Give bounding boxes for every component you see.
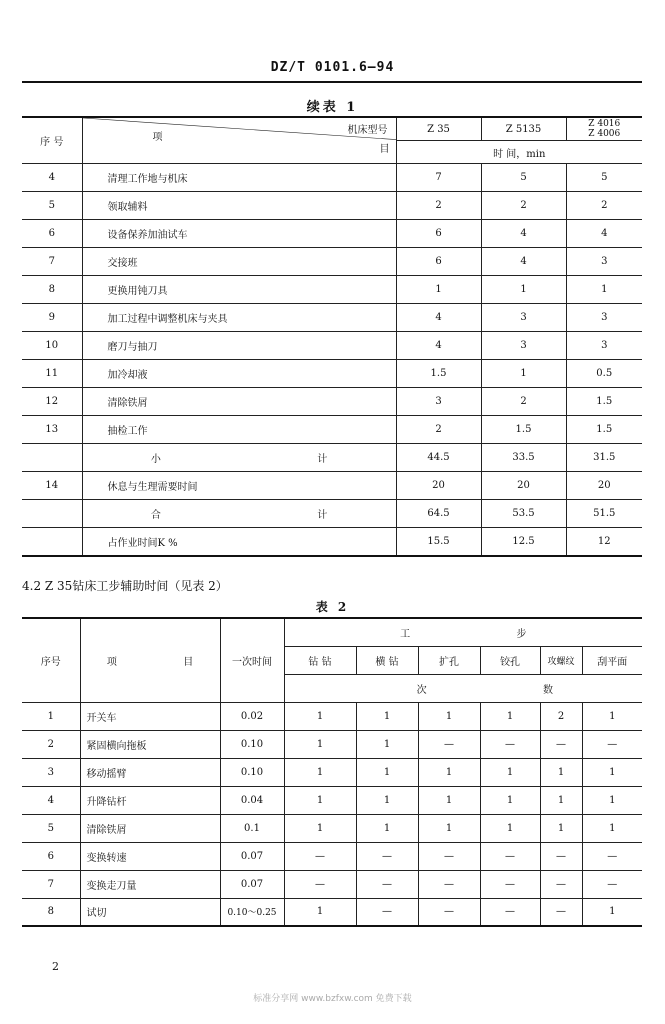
row-value: 1	[284, 814, 356, 842]
row-once-time: 0.07	[220, 870, 284, 898]
row-value: 1	[418, 786, 480, 814]
row-value: 4	[396, 332, 481, 360]
row-value: —	[418, 730, 480, 758]
row-seq: 6	[22, 842, 80, 870]
table-row	[22, 702, 642, 730]
row-value: 1	[566, 276, 642, 304]
row-once-time: 0.07	[220, 842, 284, 870]
row-seq: 12	[22, 388, 82, 416]
row-once-time: 0.10	[220, 758, 284, 786]
watermark: 标准分享网 www.bzfxw.com 免费下载	[253, 994, 412, 1004]
row-seq: 8	[22, 276, 82, 304]
row-item: 升降钻杆	[80, 786, 220, 814]
row-value: 53.5	[481, 500, 566, 528]
row-value: 20	[481, 472, 566, 500]
row-value: 6	[396, 220, 481, 248]
row-value: 31.5	[566, 444, 642, 472]
row-item: 更换用钝刀具	[82, 276, 396, 304]
row-value: —	[582, 870, 642, 898]
table-row	[22, 276, 642, 304]
table1-model-z5135: Z 5135	[481, 117, 566, 141]
row-value: 1	[582, 898, 642, 926]
row-once-time: 0.04	[220, 786, 284, 814]
row-seq: 6	[22, 220, 82, 248]
row-value: —	[540, 898, 582, 926]
total-label-left: 合	[150, 510, 161, 521]
row-value: 1	[418, 814, 480, 842]
row-item: 清除铁屑	[80, 814, 220, 842]
row-value: 1	[582, 702, 642, 730]
row-value: 1	[480, 814, 540, 842]
row-item: 变换走刀量	[80, 870, 220, 898]
table1-title: 续表 1	[306, 100, 359, 115]
row-value: 51.5	[566, 500, 642, 528]
row-seq: 1	[22, 702, 80, 730]
row-item: 交接班	[82, 248, 396, 276]
table1-col-item-right: 目	[379, 144, 390, 155]
row-value: —	[540, 730, 582, 758]
row-seq: 7	[22, 870, 80, 898]
table-row	[22, 870, 642, 898]
row-seq: 4	[22, 164, 82, 192]
row-value: —	[418, 842, 480, 870]
table1-ratio-row	[22, 528, 642, 556]
table-row	[22, 814, 642, 842]
table-row	[22, 730, 642, 758]
row-item: 变换转速	[80, 842, 220, 870]
table2-col-item	[80, 618, 220, 702]
row-item: 加冷却液	[82, 360, 396, 388]
table1	[22, 116, 642, 557]
row-value: 5	[481, 164, 566, 192]
row-value: 1	[582, 814, 642, 842]
table2-header-row	[22, 618, 642, 646]
row-value: 1	[418, 758, 480, 786]
row-value: 3	[566, 304, 642, 332]
table2-title: 表 2	[315, 600, 350, 614]
table1-col-item	[82, 117, 396, 164]
row-value: 1	[356, 702, 418, 730]
row-value: 12	[566, 528, 642, 556]
step-header: 刮平面	[582, 646, 642, 674]
row-once-time: 0.02	[220, 702, 284, 730]
row-value: —	[582, 842, 642, 870]
row-value: —	[480, 898, 540, 926]
table1-model-z35: Z 35	[396, 117, 481, 141]
table-row	[22, 164, 642, 192]
row-value: —	[418, 898, 480, 926]
table2-group-header	[284, 618, 642, 646]
table1-model-z4016-b: Z 4006	[588, 129, 621, 139]
table1-col-seq: 序 号	[22, 117, 82, 164]
row-value: 2	[396, 192, 481, 220]
row-once-time: 0.10	[220, 730, 284, 758]
row-value: 1	[481, 276, 566, 304]
row-item: 领取辅料	[82, 192, 396, 220]
table-row	[22, 332, 642, 360]
page-number: 2	[52, 960, 59, 973]
row-value: 1	[582, 786, 642, 814]
row-value: 6	[396, 248, 481, 276]
row-value: 1	[540, 786, 582, 814]
step-header: 攻螺纹	[540, 646, 582, 674]
row-value: 3	[396, 388, 481, 416]
row-value: —	[356, 870, 418, 898]
table1-header-row	[22, 117, 642, 141]
row-item: 磨刀与抽刀	[82, 332, 396, 360]
table-row	[22, 898, 642, 926]
row-value: 20	[396, 472, 481, 500]
row-seq: 14	[22, 472, 82, 500]
group-left: 工	[400, 628, 411, 640]
row-value: 4	[566, 220, 642, 248]
table1-col-item-left: 项	[152, 132, 163, 143]
row-seq: 7	[22, 248, 82, 276]
row-value: 4	[481, 220, 566, 248]
row-value: 1	[356, 814, 418, 842]
row-value: 3	[481, 304, 566, 332]
table-row	[22, 416, 642, 444]
row-value: —	[356, 842, 418, 870]
standard-code: DZ/T 0101.6—94	[270, 60, 395, 75]
table-row	[22, 842, 642, 870]
count-right: 数	[543, 684, 554, 696]
row-item: 设备保养加油试车	[82, 220, 396, 248]
subtotal-label	[82, 444, 396, 472]
row-value: 15.5	[396, 528, 481, 556]
table1-model-z4016	[566, 117, 642, 141]
table-row	[22, 192, 642, 220]
row-value: 1.5	[566, 416, 642, 444]
row-value: —	[582, 730, 642, 758]
row-value: —	[540, 870, 582, 898]
subtotal-label-right: 计	[317, 454, 328, 465]
table-row	[22, 472, 642, 500]
table-row	[22, 360, 642, 388]
row-value: 2	[481, 388, 566, 416]
row-item: 休息与生理需要时间	[82, 472, 396, 500]
row-value: 2	[540, 702, 582, 730]
row-value: —	[540, 842, 582, 870]
subtotal-label-left: 小	[150, 454, 161, 465]
count-header	[284, 674, 642, 702]
row-value: 2	[566, 192, 642, 220]
row-value: 4	[396, 304, 481, 332]
row-item: 清理工作地与机床	[82, 164, 396, 192]
table-row	[22, 220, 642, 248]
step-header: 钻 钻	[284, 646, 356, 674]
row-value: 1	[480, 786, 540, 814]
row-value: 1	[356, 758, 418, 786]
table-row	[22, 786, 642, 814]
row-seq: 11	[22, 360, 82, 388]
row-item: 加工过程中调整机床与夹具	[82, 304, 396, 332]
table-row	[22, 248, 642, 276]
row-value: 1.5	[396, 360, 481, 388]
row-value: —	[480, 870, 540, 898]
row-value: 33.5	[481, 444, 566, 472]
row-value: 1	[356, 786, 418, 814]
row-value: —	[418, 870, 480, 898]
row-item: 占作业时间K %	[82, 528, 396, 556]
table2-col-seq: 序号	[22, 618, 80, 702]
table2-col-item-right: 目	[183, 656, 194, 668]
row-seq: 10	[22, 332, 82, 360]
step-header: 铰孔	[480, 646, 540, 674]
row-value: 1	[284, 898, 356, 926]
row-value: 64.5	[396, 500, 481, 528]
group-right: 步	[516, 628, 527, 640]
total-label	[82, 500, 396, 528]
row-seq-empty	[22, 444, 82, 472]
row-once-time: 0.1	[220, 814, 284, 842]
row-value: 2	[481, 192, 566, 220]
row-value: 7	[396, 164, 481, 192]
row-once-time: 0.10～0.25	[220, 898, 284, 926]
row-item: 开关车	[80, 702, 220, 730]
row-seq: 5	[22, 814, 80, 842]
row-value: 1	[396, 276, 481, 304]
table1-total-row	[22, 500, 642, 528]
table2-col-item-left: 项	[106, 656, 117, 668]
row-value: —	[284, 870, 356, 898]
row-value: 1.5	[481, 416, 566, 444]
row-value: —	[356, 898, 418, 926]
row-value: 3	[566, 248, 642, 276]
row-value: 1	[582, 758, 642, 786]
row-value: 1	[418, 702, 480, 730]
table-row	[22, 304, 642, 332]
row-seq-empty	[22, 500, 82, 528]
table1-subtotal-row	[22, 444, 642, 472]
row-value: 3	[566, 332, 642, 360]
row-value: —	[480, 842, 540, 870]
row-item: 试切	[80, 898, 220, 926]
row-value: 0.5	[566, 360, 642, 388]
row-value: 2	[396, 416, 481, 444]
row-seq: 5	[22, 192, 82, 220]
row-seq: 3	[22, 758, 80, 786]
row-value: 1	[284, 786, 356, 814]
row-value: 1	[480, 702, 540, 730]
row-item: 抽检工作	[82, 416, 396, 444]
row-value: 1	[284, 702, 356, 730]
row-item: 清除铁屑	[82, 388, 396, 416]
count-left: 次	[416, 684, 427, 696]
row-seq: 4	[22, 786, 80, 814]
row-value: 44.5	[396, 444, 481, 472]
row-seq: 2	[22, 730, 80, 758]
table2	[22, 617, 642, 927]
row-value: 20	[566, 472, 642, 500]
row-value: 1	[481, 360, 566, 388]
row-value: 3	[481, 332, 566, 360]
row-value: 4	[481, 248, 566, 276]
row-seq-empty	[22, 528, 82, 556]
row-item: 紧固横向拖板	[80, 730, 220, 758]
row-seq: 8	[22, 898, 80, 926]
header-rule	[22, 81, 642, 83]
row-seq: 13	[22, 416, 82, 444]
table-row	[22, 758, 642, 786]
table1-model-z4016-a: Z 4016	[588, 119, 621, 129]
table1-col-machine: 机床型号	[347, 125, 388, 136]
row-value: 1	[356, 730, 418, 758]
row-item: 移动摇臂	[80, 758, 220, 786]
table1-unit: 时 间，min	[396, 141, 642, 164]
row-value: 12.5	[481, 528, 566, 556]
step-header: 横 钻	[356, 646, 418, 674]
row-value: 1	[284, 730, 356, 758]
row-seq: 9	[22, 304, 82, 332]
table-row	[22, 388, 642, 416]
row-value: 5	[566, 164, 642, 192]
row-value: 1.5	[566, 388, 642, 416]
row-value: —	[284, 842, 356, 870]
row-value: 1	[540, 814, 582, 842]
total-label-right: 计	[317, 510, 328, 521]
table2-col-once: 一次时间	[220, 618, 284, 702]
row-value: 1	[284, 758, 356, 786]
row-value: 1	[540, 758, 582, 786]
step-header: 扩孔	[418, 646, 480, 674]
section-title: 4.2 Z 35钻床工步辅助时间（见表 2）	[22, 579, 228, 593]
row-value: —	[480, 730, 540, 758]
row-value: 1	[480, 758, 540, 786]
